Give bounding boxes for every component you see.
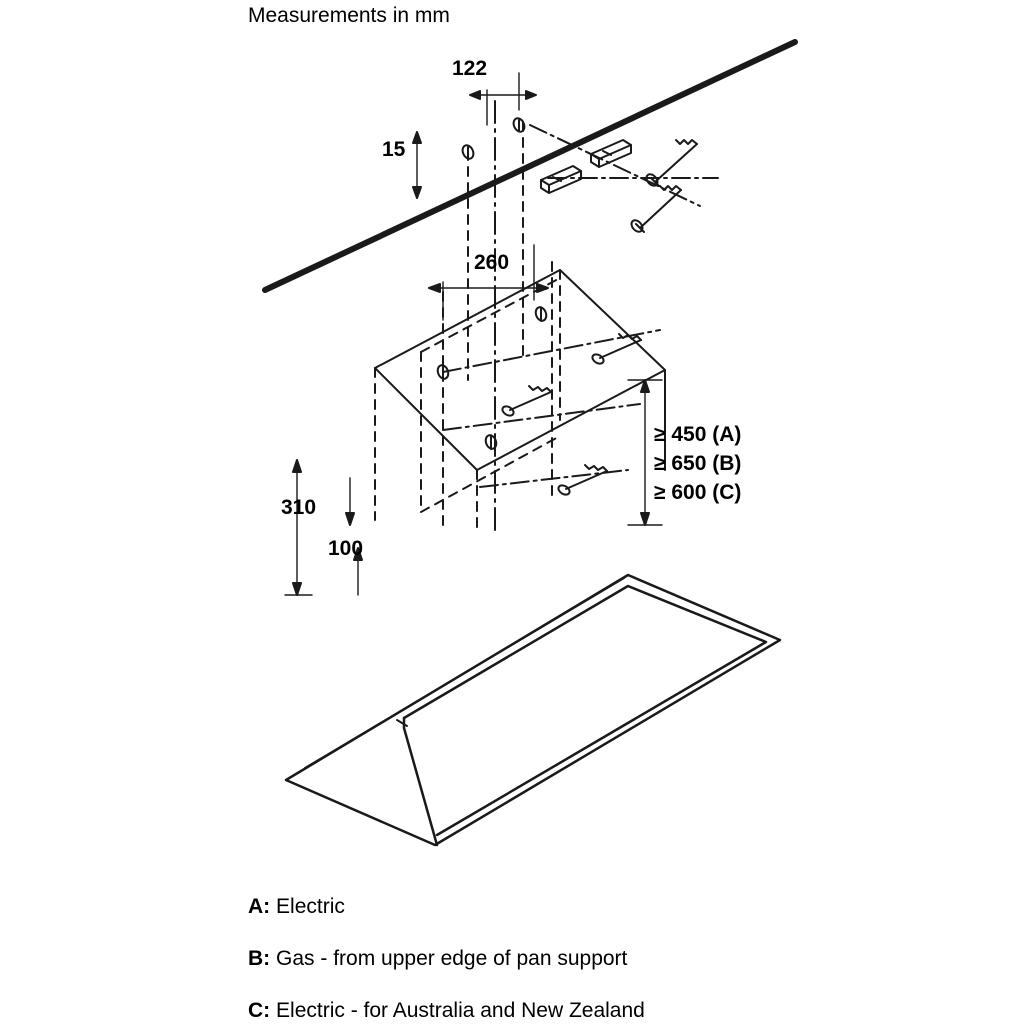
dimension-label-122: 122	[452, 57, 488, 80]
legend-key-b: B:	[248, 947, 271, 970]
wall-bracket-upper-1	[541, 166, 581, 193]
hood-inner-face	[421, 278, 560, 512]
dimension-label-15: 15	[382, 138, 406, 161]
hood-eyelet-1	[436, 364, 450, 381]
legend-key-c: C:	[248, 999, 271, 1022]
hood-eyelet-2	[534, 306, 548, 323]
clearance-label-b: ≥ 650 (B)	[654, 452, 742, 475]
dimension-15	[413, 132, 421, 198]
legend-text-a: Electric	[276, 895, 345, 918]
wall-bracket-upper-2	[591, 140, 631, 167]
dimension-310	[285, 460, 312, 595]
clearance-label-c: ≥ 600 (C)	[654, 481, 742, 504]
wall-plug-upper-2	[644, 140, 697, 188]
wall-plug-lower-2	[501, 386, 551, 417]
legend-row-a	[248, 896, 345, 917]
hob-worktop-outline	[286, 575, 780, 845]
legend-text-c: Electric - for Australia and New Zealand	[276, 999, 645, 1022]
clearance-label-a: ≥ 450 (A)	[654, 423, 742, 446]
wall-plug-lower-3	[557, 465, 607, 496]
hood-axis-2	[443, 404, 640, 430]
page-title: Measurements in mm	[248, 4, 450, 27]
legend-row-b	[248, 948, 627, 969]
hob-inner-outline	[404, 586, 766, 845]
wall-plug-lower-1	[591, 334, 641, 365]
hood-body-outline	[375, 270, 665, 530]
dimension-122	[470, 73, 536, 125]
wall-eyelet-1	[461, 144, 476, 161]
wall-eyelet-2	[512, 117, 527, 134]
legend-text-b: Gas - from upper edge of pan support	[276, 947, 628, 970]
legend-row-c	[248, 1000, 645, 1021]
dimension-label-310: 310	[281, 496, 317, 519]
dimension-label-260: 260	[474, 251, 510, 274]
wall-edge-line	[265, 42, 795, 290]
dimension-label-100: 100	[328, 537, 364, 560]
legend-key-a: A:	[248, 895, 271, 918]
